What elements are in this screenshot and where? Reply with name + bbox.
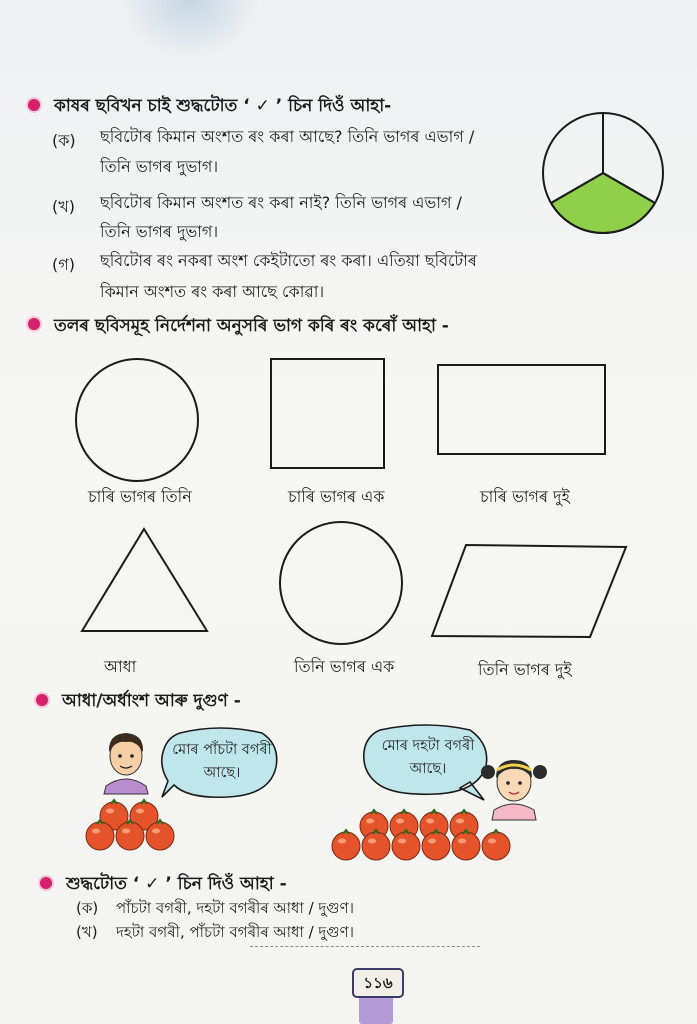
shape-caption: আধা <box>104 657 137 676</box>
item-text: কিমান অংশত ৰং কৰা আছে কোৱা। <box>100 282 325 301</box>
shape-caption: তিনি ভাগৰ এক <box>294 657 395 676</box>
item-text: ছবিটোৰ ৰং নকৰা অংশ কেইটাতো ৰং কৰা। এতিয়া ছবিটোৰ <box>100 251 477 270</box>
bullet-icon <box>28 99 40 111</box>
fruit-icon <box>332 830 360 860</box>
triangle-shape <box>80 527 210 633</box>
item-text: দহটা বগৰী, পাঁচটা বগৰীৰ আধা / দুগুণ। <box>116 923 355 941</box>
section1-heading: কাষৰ ছবিখন চাই শুদ্ধটোত ‘ ✓ ’ চিন দিওঁ আহা- <box>54 96 392 116</box>
shape-caption: তিনি ভাগৰ দুই <box>478 660 572 679</box>
section3-heading: আধা/অৰ্ধাংশ আৰু দুগুণ - <box>62 691 241 711</box>
item-text: ছবিটোৰ কিমান অংশত ৰং কৰা নাই? তিনি ভাগৰ এভাগ / <box>100 193 462 212</box>
page-tint <box>120 0 260 60</box>
circle-shape <box>278 520 404 646</box>
item-text: পাঁচটা বগৰী, দহটা বগৰীৰ আধা / দুগুণ। <box>116 899 355 917</box>
shape-caption: চাৰি ভাগৰ দুই <box>480 487 570 506</box>
parallelogram-shape <box>430 543 630 639</box>
bullet-icon <box>40 877 52 889</box>
girl-fruit-pile <box>330 806 500 862</box>
fraction-pie <box>540 110 666 236</box>
bullet-icon <box>36 694 48 706</box>
item-label: (গ) <box>52 255 75 274</box>
item-text: তিনি ভাগৰ দুভাগ। <box>100 222 219 241</box>
shape-caption: চাৰি ভাগৰ এক <box>288 487 385 506</box>
bullet-icon <box>28 318 40 330</box>
divider <box>250 946 480 947</box>
item-label: (ক) <box>76 899 99 917</box>
girl-bubble-text: মোৰ দহটা বগৰী আছে। <box>381 738 475 777</box>
pie-shaded-part <box>551 173 655 233</box>
circle-shape <box>74 357 200 483</box>
item-label: (খ) <box>76 923 98 941</box>
square-shape <box>270 358 386 470</box>
page-number: ১১৬ <box>352 968 404 998</box>
rectangle-shape <box>437 364 607 456</box>
section2-heading: তলৰ ছবিসমূহ নিৰ্দেশনা অনুসৰি ভাগ কৰি ৰং কৰোঁ আহা - <box>54 316 449 336</box>
page-number-tab <box>359 996 393 1024</box>
item-label: (খ) <box>52 197 75 216</box>
boy-illustration <box>96 728 156 794</box>
boy-fruit-pile <box>84 796 186 852</box>
item-label: (ক) <box>52 131 76 150</box>
item-text: তিনি ভাগৰ দুভাগ। <box>100 157 219 176</box>
shape-caption: চাৰি ভাগৰ তিনি <box>88 487 192 506</box>
boy-bubble-text: মোৰ পাঁচটা বগৰী আছে। <box>172 742 272 781</box>
item-text: ছবিটোৰ কিমান অংশত ৰং কৰা আছে? তিনি ভাগৰ এভাগ / <box>100 127 475 146</box>
section4-heading: শুদ্ধটোত ‘ ✓ ’ চিন দিওঁ আহা - <box>66 874 287 894</box>
